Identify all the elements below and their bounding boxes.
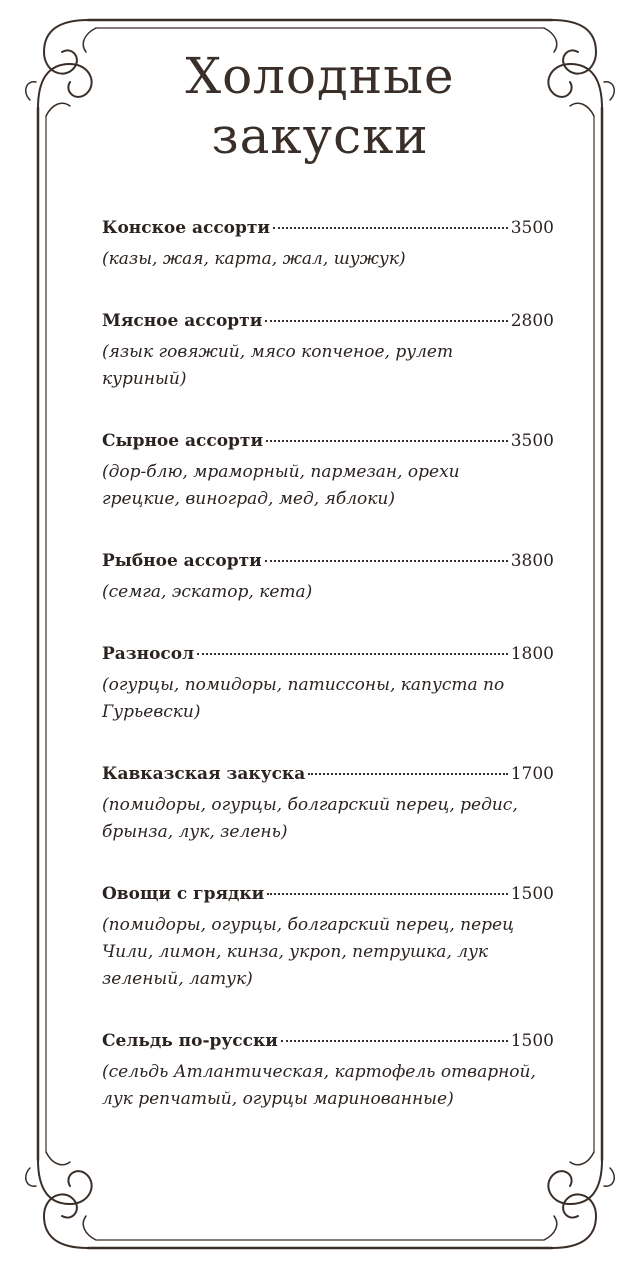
item-price: 1500	[510, 884, 554, 904]
item-name: Овощи с грядки	[102, 884, 265, 904]
menu-item	[102, 1031, 554, 1113]
dot-leader	[197, 653, 508, 655]
item-description: (язык говяжий, мясо копченое, рулет куриный)	[102, 342, 454, 389]
item-name: Конское ассорти	[102, 218, 271, 238]
item-price: 3800	[510, 551, 554, 571]
item-description: (огурцы, помидоры, патиссоны, капуста по Гурьевски)	[102, 675, 505, 722]
item-price: 3500	[510, 218, 554, 238]
menu-item	[102, 431, 554, 513]
item-description: (дор-блю, мраморный, пармезан, орехи грецкие, виноград, мед, яблоки)	[102, 462, 460, 509]
item-name: Сырное ассорти	[102, 431, 264, 451]
item-name: Кавказская закуска	[102, 764, 306, 784]
item-name: Сельдь по-русски	[102, 1031, 278, 1051]
item-price: 2800	[510, 311, 554, 331]
dot-leader	[281, 1040, 508, 1042]
dot-leader	[273, 227, 508, 229]
item-price: 1700	[510, 764, 554, 784]
menu-item	[102, 764, 554, 846]
title-line-1: Холодные	[185, 47, 455, 105]
item-description: (помидоры, огурцы, болгарский перец, редис, брынза, лук, зелень)	[102, 795, 518, 842]
dot-leader	[265, 560, 508, 562]
menu-item	[102, 218, 554, 273]
item-name: Разносол	[102, 644, 195, 664]
page-title	[120, 46, 520, 166]
item-name: Мясное ассорти	[102, 311, 263, 331]
item-price: 1800	[510, 644, 554, 664]
dot-leader	[267, 893, 508, 895]
menu-item	[102, 551, 554, 606]
menu-item	[102, 884, 554, 993]
item-name: Рыбное ассорти	[102, 551, 262, 571]
dot-leader	[266, 440, 508, 442]
item-price: 1500	[510, 1031, 554, 1051]
menu-items-list	[102, 218, 554, 1151]
dot-leader	[308, 773, 508, 775]
item-description: (семга, эскатор, кета)	[102, 582, 313, 602]
menu-item	[102, 311, 554, 393]
item-description: (сельдь Атлантическая, картофель отварной, лук репчатый, огурцы маринованные)	[102, 1062, 536, 1109]
dot-leader	[265, 320, 507, 322]
menu-item	[102, 644, 554, 726]
item-description: (помидоры, огурцы, болгарский перец, перец Чили, лимон, кинза, укроп, петрушка, лук зеленый, латук)	[102, 915, 514, 989]
title-line-2: закуски	[211, 107, 429, 165]
item-price: 3500	[510, 431, 554, 451]
item-description: (казы, жая, карта, жал, шужук)	[102, 249, 406, 269]
